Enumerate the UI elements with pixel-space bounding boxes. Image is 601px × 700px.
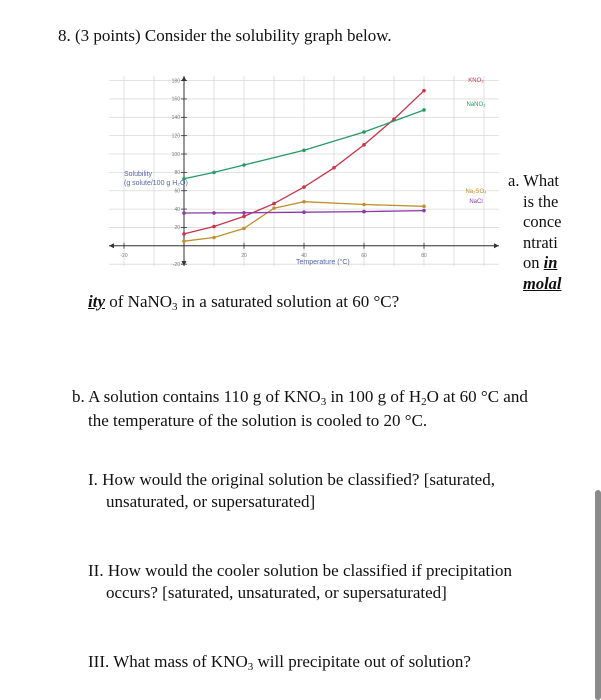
part-b-text: the temperature of the solution is cooled to 20 °C. bbox=[88, 411, 428, 430]
x-tick-label: 20 bbox=[241, 252, 247, 259]
data-point bbox=[362, 143, 366, 147]
subquestion-line bbox=[88, 560, 558, 582]
y-axis-label-line2: (g solute/100 g H₂O) bbox=[124, 180, 188, 187]
data-point bbox=[212, 171, 216, 175]
legend-item: NaNO₃ bbox=[466, 102, 486, 108]
subquestion-text: What mass of KNO bbox=[113, 652, 248, 671]
legend-item: Na₂SO₄ bbox=[465, 189, 487, 195]
y-tick-label: 80 bbox=[174, 170, 180, 177]
x-tick-label: -20 bbox=[120, 252, 128, 259]
y-axis-label-line1: Solubility bbox=[124, 171, 153, 178]
data-point bbox=[272, 202, 276, 206]
y-tick-label: 60 bbox=[174, 188, 180, 195]
question-number: 8. bbox=[58, 26, 71, 45]
x-axis-arrow bbox=[109, 243, 114, 248]
subscript: 2 bbox=[421, 396, 427, 408]
data-point bbox=[362, 210, 366, 214]
data-point bbox=[422, 108, 426, 112]
subscript: 3 bbox=[247, 661, 254, 673]
subscript: 3 bbox=[320, 396, 327, 408]
part-a-text: in a saturated solution at 60 °C? bbox=[181, 292, 400, 311]
data-point bbox=[212, 211, 216, 215]
subquestion-text: unsaturated, or supersaturated] bbox=[106, 492, 316, 511]
part-a-text bbox=[508, 253, 562, 274]
y-tick-label: 20 bbox=[174, 225, 180, 232]
y-tick-label: 180 bbox=[171, 78, 180, 85]
data-point bbox=[212, 236, 216, 240]
question-text: (3 points) Consider the solubility graph below. bbox=[75, 26, 392, 45]
y-tick-label: 100 bbox=[171, 151, 180, 158]
y-tick-label: 120 bbox=[171, 133, 180, 140]
part-b-label: b. bbox=[72, 387, 85, 406]
data-point bbox=[422, 205, 426, 209]
solubility-graph bbox=[104, 72, 504, 272]
part-a-question bbox=[508, 171, 562, 294]
data-point bbox=[362, 203, 366, 207]
data-point bbox=[422, 89, 426, 93]
legend-item: KNO₃ bbox=[468, 78, 484, 84]
emphasis-text: in bbox=[543, 253, 558, 272]
emphasis-text: molal bbox=[523, 273, 562, 293]
subscript: 3 bbox=[172, 301, 178, 313]
x-tick-label: 40 bbox=[301, 252, 307, 259]
y-axis-arrow bbox=[182, 261, 187, 266]
part-b-text: in 100 g of H bbox=[330, 387, 422, 406]
data-point bbox=[242, 163, 246, 167]
data-point bbox=[422, 209, 426, 213]
subquestion-text: How would the original solution be classified? [saturated, bbox=[102, 470, 495, 489]
data-point bbox=[302, 200, 306, 204]
part-a-text: conce bbox=[523, 212, 562, 231]
subquestion-text: occurs? [saturated, unsaturated, or supersaturated] bbox=[106, 583, 447, 602]
data-point bbox=[182, 232, 186, 236]
part-a-continuation bbox=[88, 292, 399, 312]
part-a-text: of NaNO bbox=[109, 292, 173, 311]
subquestion-1 bbox=[88, 469, 558, 513]
subquestion-2 bbox=[88, 560, 558, 604]
subquestion-text: will precipitate out of solution? bbox=[257, 652, 471, 671]
part-b-question bbox=[72, 385, 572, 433]
subquestion-line bbox=[88, 469, 558, 491]
data-point bbox=[182, 211, 186, 215]
data-point bbox=[302, 210, 306, 214]
y-tick-label: 140 bbox=[171, 115, 180, 122]
part-b-text: O at 60 °C and bbox=[426, 387, 528, 406]
scrollbar[interactable] bbox=[595, 490, 601, 700]
x-axis-label: Temperature (°C) bbox=[296, 259, 350, 266]
legend-item: NaCl bbox=[469, 199, 483, 205]
data-point bbox=[362, 130, 366, 134]
subquestion-number: I. bbox=[88, 470, 98, 489]
x-axis-arrow bbox=[494, 243, 499, 248]
subquestion-3 bbox=[88, 651, 558, 673]
part-a-text: What bbox=[523, 171, 560, 190]
chart-grid bbox=[109, 76, 499, 266]
emphasis-text: ity bbox=[88, 292, 105, 311]
part-a-label: a. bbox=[508, 171, 520, 190]
part-a-text: is the bbox=[523, 191, 559, 211]
y-tick-label: 40 bbox=[174, 206, 180, 213]
part-b-text: A solution contains 110 g of KNO bbox=[88, 387, 321, 406]
part-b-line bbox=[72, 385, 572, 409]
subquestion-text: How would the cooler solution be classified if precipitation bbox=[107, 561, 512, 580]
x-tick-label: 80 bbox=[421, 252, 427, 259]
x-tick-label: 60 bbox=[361, 252, 367, 259]
data-point bbox=[302, 149, 306, 153]
data-point bbox=[242, 215, 246, 219]
question-title bbox=[58, 26, 392, 46]
y-tick-label: 160 bbox=[171, 96, 180, 103]
part-a-text: on bbox=[523, 253, 540, 272]
data-point bbox=[242, 227, 246, 231]
data-point bbox=[182, 239, 186, 243]
data-point bbox=[332, 166, 336, 170]
part-a-text: ntrati bbox=[523, 232, 558, 252]
subquestion-number: III. bbox=[88, 652, 110, 671]
data-point bbox=[272, 206, 276, 210]
data-point bbox=[242, 211, 246, 215]
data-point bbox=[302, 185, 306, 189]
data-point bbox=[212, 225, 216, 229]
subquestion-number: II. bbox=[88, 561, 104, 580]
y-tick-label: -20 bbox=[172, 261, 180, 268]
